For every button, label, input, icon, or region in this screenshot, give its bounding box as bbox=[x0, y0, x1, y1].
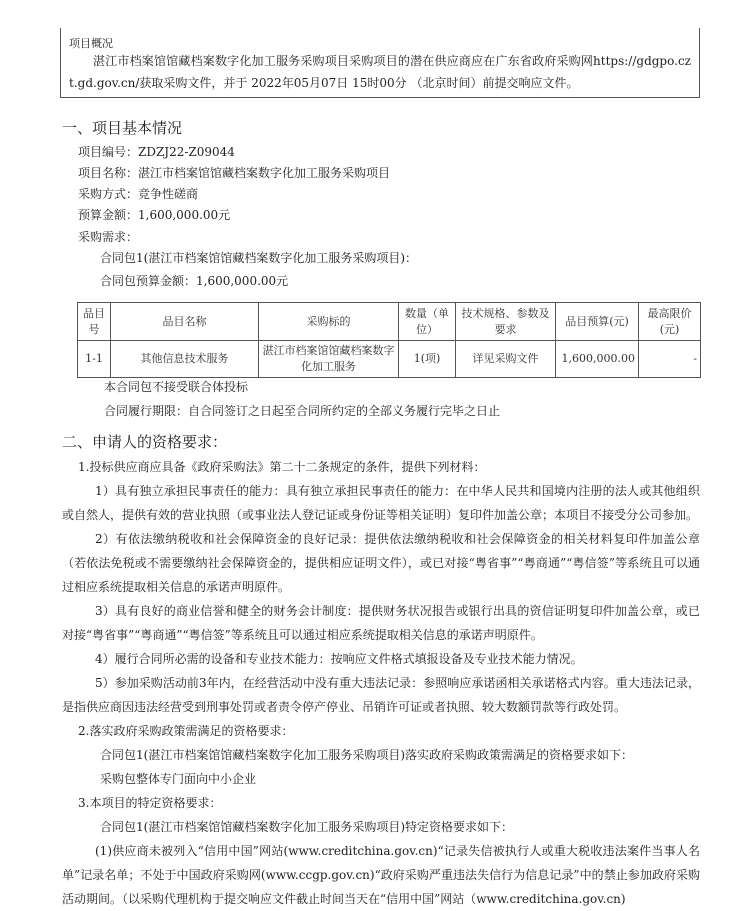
th-no: 品目号 bbox=[78, 303, 111, 341]
overview-title: 项目概况 bbox=[69, 37, 113, 50]
items-table bbox=[77, 302, 701, 378]
section2-heading: 二、申请人的资格要求： bbox=[62, 433, 228, 451]
th-max: 最高限价(元) bbox=[639, 303, 701, 341]
req-1: 1.投标供应商应具备《政府采购法》第二十二条规定的条件，提供下列材料： bbox=[78, 460, 486, 474]
cell-name: 其他信息技术服务 bbox=[111, 341, 259, 378]
table-row bbox=[78, 341, 701, 378]
cell-target: 湛江市档案馆馆藏档案数字化加工服务 bbox=[259, 341, 399, 378]
section1-heading: 一、项目基本情况 bbox=[62, 119, 183, 137]
th-spec: 技术规格、参数及要求 bbox=[456, 303, 556, 341]
req-1-5: 5）参加采购活动前3年内，在经营活动中没有重大违法记录：参照响应承诺函相关承诺格式内容。重大违法记录，是指供应商因违法经营受到刑事处罚或者责令停产停业、吊销许可证或者执照、较大数额罚款等行政处罚。 bbox=[62, 676, 700, 714]
req-1-3: 3）具有良好的商业信誉和健全的财务会计制度：提供财务状况报告或银行出具的资信证明复印件加盖公章，或已对接“粤省事”“粤商通”“粤信签”等系统且可以通过相应系统提取相关信息的承诺声明原件。 bbox=[62, 604, 700, 642]
req-3: 3.本项目的特定资格要求： bbox=[78, 796, 222, 810]
cell-qty: 1(项) bbox=[399, 341, 456, 378]
req-3-package: 合同包1(湛江市档案馆馆藏档案数字化加工服务采购项目)特定资格要求如下： bbox=[100, 820, 514, 834]
req-2: 2.落实政府采购政策需满足的资格要求： bbox=[78, 724, 294, 738]
req-2-package: 合同包1(湛江市档案馆馆藏档案数字化加工服务采购项目)落实政府采购政策需满足的资格要求如下： bbox=[100, 748, 634, 762]
req-1-1: 1）具有独立承担民事责任的能力：具有独立承担民事责任的能力：在中华人民共和国境内注册的法人或其他组织或自然人，提供有效的营业执照（或事业法人登记证或身份证等相关证明）复印件加盖公章；本项目不接受分公司参加。 bbox=[62, 484, 700, 522]
th-qty: 数量（单位） bbox=[399, 303, 456, 341]
qualification-list bbox=[0, 455, 745, 911]
cell-spec: 详见采购文件 bbox=[456, 341, 556, 378]
package-budget: 合同包预算金额：1,600,000.00元 bbox=[100, 274, 289, 288]
req-1-2: 2）有依法缴纳税收和社会保障资金的良好记录：提供依法缴纳税收和社会保障资金的相关材料复印件加盖公章（若依法免税或不需要缴纳社会保障资金的，提供相应证明文件），或已对接“粤省事”“粤商通”“粤信签”等系统且可以通过相应系统提取相关信息的承诺声明原件。 bbox=[62, 532, 700, 594]
project-no: 项目编号：ZDZJ22-Z09044 bbox=[78, 145, 235, 159]
no-consortium: 本合同包不接受联合体投标 bbox=[104, 380, 249, 394]
package-title: 合同包1(湛江市档案馆馆藏档案数字化加工服务采购项目)： bbox=[100, 251, 418, 265]
overview-box bbox=[60, 28, 700, 98]
req-3-1: (1)供应商未被列入“信用中国”网站(www.creditchina.gov.cn)“记录失信被执行人或重大税收违法案件当事人名单”记录名单；不处于中国政府采购网(www.ccgp.gov.cn)“政府采购严重违法失信行为信息记录”中的禁止参加政府采购活动期间。（以采购代理机构于提交响应文件截止时间当天在“信用中国”网站（www.creditchina.gov.cn) bbox=[62, 844, 700, 906]
cell-no: 1-1 bbox=[78, 341, 111, 378]
cell-max: - bbox=[639, 341, 701, 378]
req-2-sme: 采购包整体专门面向中小企业 bbox=[100, 772, 257, 786]
project-name: 项目名称：湛江市档案馆馆藏档案数字化加工服务采购项目 bbox=[78, 166, 391, 180]
procurement-method: 采购方式：竞争性磋商 bbox=[78, 187, 199, 201]
budget: 预算金额：1,600,000.00元 bbox=[78, 208, 231, 222]
req-1-4: 4）履行合同所必需的设备和专业技术能力：按响应文件格式填报设备及专业技术能力情况。 bbox=[95, 652, 583, 666]
cell-budget: 1,600,000.00 bbox=[556, 341, 639, 378]
th-budget: 品目预算(元) bbox=[556, 303, 639, 341]
table-header-row bbox=[78, 303, 701, 341]
th-target: 采购标的 bbox=[259, 303, 399, 341]
demand-label: 采购需求： bbox=[78, 230, 139, 244]
overview-text: 湛江市档案馆馆藏档案数字化加工服务采购项目采购项目的潜在供应商应在广东省政府采购网https://gdgpo.czt.gd.gov.cn/获取采购文件，并于 2022年05月07日 15时00分 （北京时间）前提交响应文件。 bbox=[69, 54, 691, 90]
contract-period: 合同履行期限：自合同签订之日起至合同所约定的全部义务履行完毕之日止 bbox=[104, 404, 501, 418]
th-name: 品目名称 bbox=[111, 303, 259, 341]
